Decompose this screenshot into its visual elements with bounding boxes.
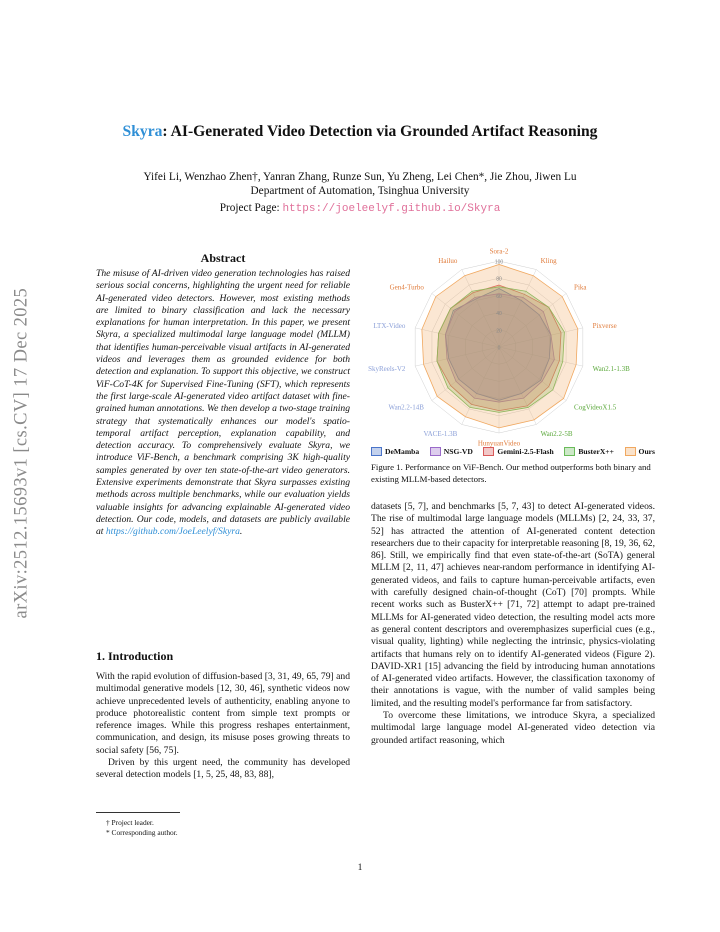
- chart-legend: [371, 447, 655, 456]
- legend-swatch: [483, 447, 494, 456]
- tick-label: 60: [496, 293, 502, 300]
- axis-label: LTX-Video: [373, 322, 406, 331]
- arxiv-identifier: arXiv:2512.15693v1 [cs.CV] 17 Dec 2025: [11, 287, 32, 619]
- legend-item: [483, 447, 553, 456]
- github-link[interactable]: https://github.com/JoeLeelyf/Skyra: [105, 526, 240, 538]
- axis-label: Wan2.2-5B: [540, 429, 573, 438]
- project-label: Project Page:: [219, 202, 283, 214]
- abstract-text: The misuse of AI-driven video generation technologies has raised serious social concerns, highlighting the urgent need for reliable AI-generated video detectors. However, most existing methods are limited to binary classification and lack the necessary explanations for human interpretation. In this paper, we present Skyra, a specialized multimodal large language model (MLLM) that identifies human-perceivable visual artifacts in AI-generated videos and leverages them as grounded evidence for both detection and explanation. To support this objective, we construct ViF-CoT-4K for Supervised Fine-Tuning (SFT), which represents the first large-scale AI-generated video artifact dataset with fine-grained human annotations. We then develop a two-stage training strategy that systematically enhances our model's spatio-temporal artifact perception, explanation capability, and detection accuracy. To comprehensively evaluate Skyra, we introduce ViF-Bench, a benchmark comprising 3K high-quality samples generated by over ten state-of-the-art video generators. Extensive experiments demonstrate that Skyra surpasses existing methods across multiple benchmarks, while our evaluation yields valuable insights for advancing explainable AI-generated video detection. Our code, models, and datasets are publicly available at: [96, 268, 350, 538]
- legend-swatch: [371, 447, 382, 456]
- legend-item: [430, 447, 473, 456]
- author-list: Yifei Li, Wenzhao Zhen†, Yanran Zhang, Runze Sun, Yu Zheng, Lei Chen*, Jie Zhou, Jiwen Lu: [143, 171, 577, 183]
- axis-label: Wan2.2-14B: [388, 403, 424, 412]
- axis-label: VACE-1.3B: [423, 429, 458, 438]
- section-heading-introduction: 1. Introduction: [96, 649, 174, 663]
- right-paragraph-1: datasets [5, 7], and benchmarks [5, 7, 43] to detect AI-generated videos. The rise of multimodal large language models (MLLMs) [2, 24, 33, 37, 52] has attracted the attention of AI-generated content detection researchers due to their capacity for interpretable reasoning [8, 19, 36, 62, 86]. Still, we empirically find that even state-of-the-art (SoTA) general MLLM [2, 11, 47] achieves near-random performance in identifying AI-generated videos, and fails to capture human-perceivable artifacts, even with carefully designed chain-of-thought (CoT) [70] prompts. While recent works such as BusterX++ [71, 72] attempt to adapt pre-trained MLLMs for AI-generated video detection, the resulting model acts more as general content descriptors and overemphasizes superficial cues (e.g., visual quality, lighting) while neglecting the intrinsic, physics-violating artifacts that humans rely on to identify AI-generated videos (Figure 2). DAVID-XR1 [15] advancing the field by introducing human annotations of AI-generated video artifacts. However, the classification taxonomy of their annotations is vague, with the number of valid samples being limited, and the resulting model's performance far from satisfactory.: [371, 501, 655, 709]
- paper-title: [0, 123, 720, 141]
- legend-item: [371, 447, 419, 456]
- legend-label: NSG-VD: [443, 447, 473, 456]
- project-url-link[interactable]: https://joeleelyf.github.io/Skyra: [282, 203, 501, 215]
- axis-label: Pika: [574, 283, 587, 292]
- legend-label: BusterX++: [578, 447, 614, 456]
- axis-label: HunyuanVideo: [477, 439, 521, 448]
- abstract-end: .: [239, 526, 243, 538]
- legend-label: Gemini-2.5-Flash: [497, 447, 554, 456]
- introduction-body: [96, 671, 350, 782]
- footnote-corresponding-author: * Corresponding author.: [106, 827, 178, 837]
- axis-label: Sora-2: [489, 248, 509, 256]
- footnotes: [96, 818, 178, 837]
- tick-label: 0: [497, 345, 501, 352]
- axis-label: Gen4-Turbo: [389, 283, 424, 292]
- affiliation: Department of Automation, Tsinghua University: [250, 185, 470, 197]
- axis-label: SkyReels-V2: [368, 364, 406, 373]
- tick-label: 40: [496, 311, 502, 318]
- legend-item: [625, 447, 655, 456]
- axis-label: Pixverse: [592, 322, 617, 331]
- tick-label: 100: [494, 259, 504, 266]
- legend-label: DeMamba: [385, 447, 420, 456]
- legend-label: Ours: [638, 447, 655, 456]
- footnote-rule: [96, 812, 180, 813]
- abstract-body: [96, 268, 350, 539]
- legend-swatch: [564, 447, 575, 456]
- axis-label: Kling: [540, 257, 557, 266]
- legend-item: [564, 447, 614, 456]
- tick-label: 20: [496, 328, 502, 335]
- intro-paragraph-1: With the rapid evolution of diffusion-based [3, 31, 49, 65, 79] and multimodal generative models [12, 30, 46], synthetic videos now achieve unprecedented levels of authenticity, enabling anyone to produce photorealistic content from simple text prompts or reference images. While this progress reshapes entertainment, communication, and design, its misuse poses growing threats to social safety [56, 75].: [96, 671, 350, 756]
- title-brand: Skyra: [122, 123, 163, 140]
- figure-caption: Figure 1. Performance on ViF-Bench. Our method outperforms both binary and existing MLLM-based detectors.: [371, 462, 651, 484]
- axis-label: Wan2.1-1.3B: [592, 364, 630, 373]
- axis-label: CogVideoX1.5: [574, 403, 617, 412]
- legend-swatch: [625, 447, 636, 456]
- axis-label: Hailuo: [438, 257, 458, 266]
- footnote-project-leader: † Project leader.: [106, 818, 154, 827]
- abstract-heading: Abstract: [200, 251, 246, 265]
- legend-swatch: [430, 447, 441, 456]
- right-paragraph-2: To overcome these limitations, we introduce Skyra, a specialized multimodal large language model AI-generated video detection via grounded artifact reasoning, which: [371, 710, 655, 746]
- project-page-line: [0, 202, 720, 215]
- intro-paragraph-2: Driven by this urgent need, the community has developed several detection models [1, 5, 25, 48, 83, 88],: [96, 757, 350, 781]
- title-rest: : AI-Generated Video Detection via Grounded Artifact Reasoning: [162, 123, 598, 140]
- right-column-body: [371, 501, 655, 747]
- radar-chart: [368, 248, 650, 448]
- page-number: 1: [357, 862, 363, 873]
- tick-label: 80: [496, 276, 502, 283]
